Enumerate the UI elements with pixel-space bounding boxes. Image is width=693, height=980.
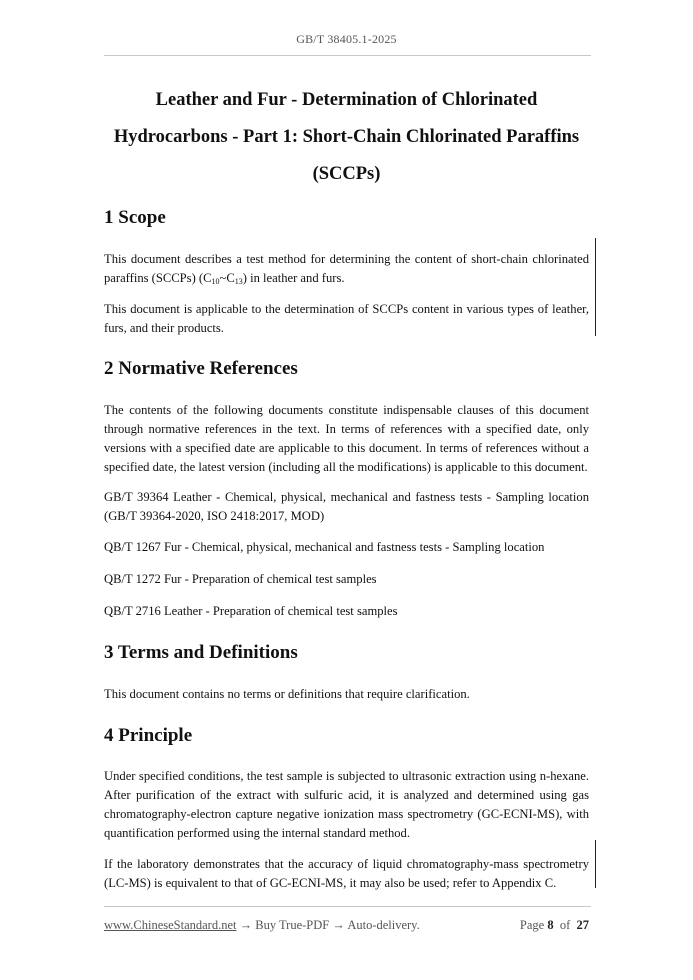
page-number: 8	[547, 918, 554, 932]
scope-paragraph-2: This document is applicable to the determination of SCCPs content in various types of leather, furs, and their products.	[104, 302, 589, 335]
reference-item: QB/T 1272 Fur - Preparation of chemical test samples	[104, 572, 377, 586]
header-divider	[104, 55, 591, 56]
scope-text-c: ) in leather and furs.	[242, 271, 345, 285]
footer-divider	[104, 906, 591, 907]
document-code-header: GB/T 38405.1-2025	[296, 32, 397, 46]
principle-paragraph-1: Under specified conditions, the test sample is subjected to ultrasonic extraction using n-hexane. After purification of the extract with sulfuric acid, it is analyzed and determined using gas chromatography-electron capture negative ionization mass spectrometry (GC-ECNI-MS), with quantification performed using the internal standard method.	[104, 769, 589, 840]
scope-paragraph-1	[104, 250, 589, 288]
section-heading-principle: 4 Principle	[104, 725, 193, 746]
terms-paragraph: This document contains no terms or definitions that require clarification.	[104, 687, 470, 701]
section-heading-terms-definitions: 3 Terms and Definitions	[104, 642, 298, 663]
footer-promo	[104, 918, 420, 933]
principle-paragraph-2: If the laboratory demonstrates that the accuracy of liquid chromatography-mass spectrometry (LC-MS) is equivalent to that of GC-ECNI-MS, it may also be used; refer to Appendix C.	[104, 857, 589, 890]
buy-true-pdf-text: Buy True-PDF	[255, 918, 330, 932]
document-title	[80, 82, 613, 193]
site-link[interactable]: www.ChineseStandard.net	[104, 918, 237, 932]
normative-intro-paragraph: The contents of the following documents constitute indispensable clauses of this document through normative references in the text. In terms of references with a specified date, only versions with a specified date are applicable to this document. In terms of references without a specified date, the latest version (including all the modifications) is applicable to this document.	[104, 403, 589, 474]
page-total: 27	[576, 918, 589, 932]
reference-item: GB/T 39364 Leather - Chemical, physical, mechanical and fastness tests - Sampling location (GB/T 39364-2020, ISO 2418:2017, MOD)	[104, 490, 589, 523]
subscript-10: 10	[211, 277, 220, 286]
reference-item: QB/T 2716 Leather - Preparation of chemical test samples	[104, 604, 398, 618]
auto-delivery-text: Auto-delivery.	[347, 918, 420, 932]
title-line-3: (SCCPs)	[312, 164, 381, 184]
page-label: Page	[519, 918, 545, 932]
revision-bar	[595, 238, 596, 336]
scope-text-b: ~C	[219, 271, 235, 285]
scope-text-a: This document describes a test method for determining the content of short-chain chlorinated paraffins (SCCPs) (C	[104, 252, 589, 285]
subscript-13: 13	[234, 277, 243, 286]
reference-item: QB/T 1267 Fur - Chemical, physical, mechanical and fastness tests - Sampling location	[104, 540, 545, 554]
revision-bar	[595, 840, 596, 888]
section-heading-scope: 1 Scope	[104, 207, 166, 228]
of-label: of	[559, 918, 571, 932]
page-indicator	[520, 918, 589, 933]
arrow-icon: →	[236, 918, 256, 932]
arrow-icon: →	[329, 918, 348, 932]
title-line-1: Leather and Fur - Determination of Chlorinated	[155, 90, 538, 110]
title-line-2: Hydrocarbons - Part 1: Short-Chain Chlorinated Paraffins	[113, 127, 580, 147]
section-heading-normative-references: 2 Normative References	[104, 358, 298, 379]
